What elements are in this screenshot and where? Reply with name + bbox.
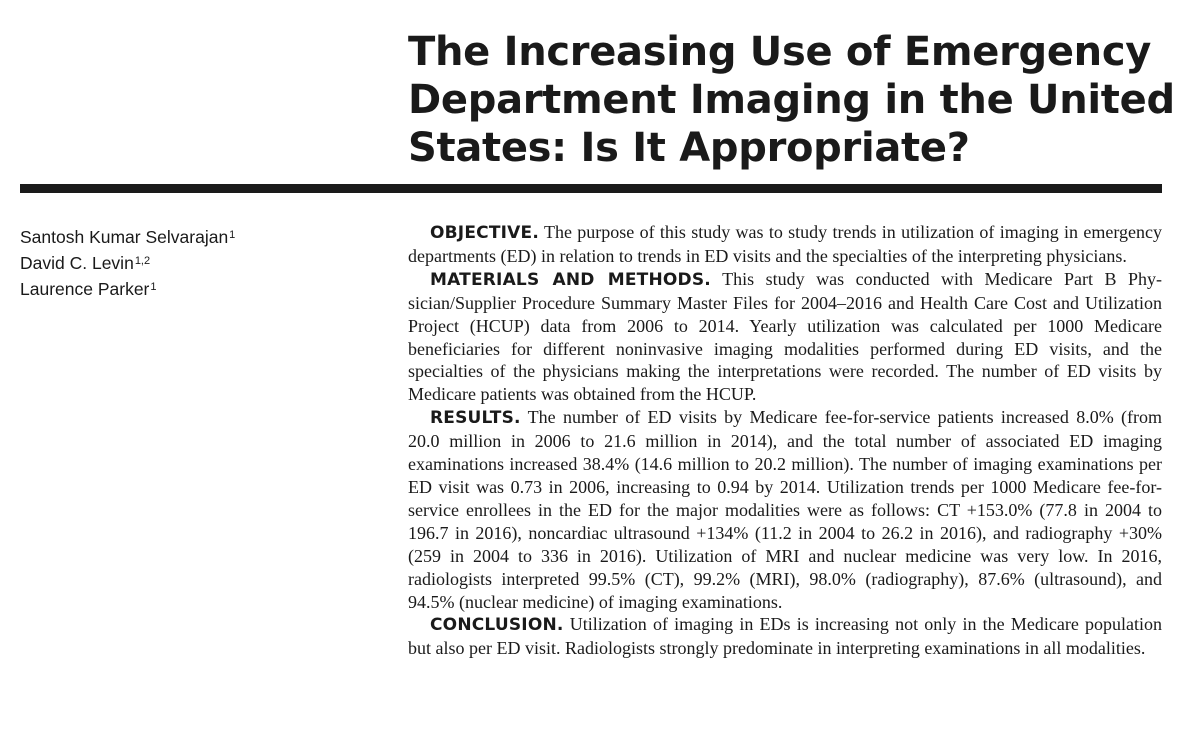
author-affiliation: 1 [150, 281, 157, 293]
author-name: David C. Levin [20, 253, 134, 273]
abstract [408, 221, 1162, 660]
author-name: Laurence Parker [20, 279, 150, 299]
section-text: This study was conducted with Medicare Part B Physician/Supplier Procedure Summary Master Files for 2004–2016 and Health Care Cost and Utilization Project (HCUP) data from 2006 to 2014. Yearly utilization was calculated per 1000 Medicare beneficiaries for different noninvasive imaging modalities performed during ED visits, and the specialties of the physicians making the interpretations were recorded. The number of ED visits by Medicare patients was obtained from the HCUP. [408, 268, 1162, 405]
author-list [20, 224, 235, 302]
section-text: The number of ED visits by Medicare fee-for-service patients increased 8.0% (from 20.0 million in 2006 to 21.6 million in 2014), and the total number of associated ED imaging examinations increased 38.4% (14.6 million to 20.2 million). The number of imaging examinations per ED visit was 0.73 in 2006, increasing to 0.94 by 2014. Utilization trends per 1000 Medicare fee-for-service enrollees in the ED for the major modalities were as follows: CT +153.0% (77.8 in 2004 to 196.7 in 2016), noncardiac ultrasound +134% (11.2 in 2004 to 26.2 in 2016), and radiography +30% (259 in 2004 to 336 in 2016). Utilization of MRI and nuclear medicine was very low. In 2016, radiologists interpreted 99.5% (CT), 99.2% (MRI), 98.0% (radiography), 87.6% (ultrasound), and 94.5% (nuclear medicine) of imaging examinations. [408, 407, 1162, 612]
abstract-objective [408, 221, 1162, 268]
author [20, 276, 235, 302]
section-text: The purpose of this study was to study trends in utilization of imaging in emergency departments (ED) in relation to trends in ED visits and the specialties of the interpreting physicians. [408, 222, 1162, 266]
author-affiliation: 1 [229, 229, 236, 241]
section-text: Utilization of imaging in EDs is increasing not only in the Medicare population but also per ED visit. Radiologists strongly predominate in interpreting examinations in all modalities. [408, 614, 1162, 659]
section-heading: RESULTS. [430, 408, 521, 429]
article-title [408, 28, 1175, 172]
abstract-conclusion [408, 613, 1162, 660]
title-line: Department Imaging in the United [408, 77, 1175, 123]
author-affiliation: 1,2 [134, 255, 151, 267]
abstract-methods [408, 268, 1162, 406]
title-line: The Increasing Use of Emergency [408, 29, 1152, 75]
title-line: States: Is It Appropriate? [408, 125, 970, 171]
title-divider [20, 184, 1162, 193]
section-heading: MATERIALS AND METHODS. [430, 269, 711, 290]
section-heading: OBJECTIVE. [430, 223, 539, 243]
author-name: Santosh Kumar Selvarajan [20, 227, 229, 247]
author [20, 224, 235, 250]
abstract-results [408, 406, 1162, 613]
author [20, 250, 235, 276]
section-heading: CONCLUSION. [430, 615, 564, 636]
